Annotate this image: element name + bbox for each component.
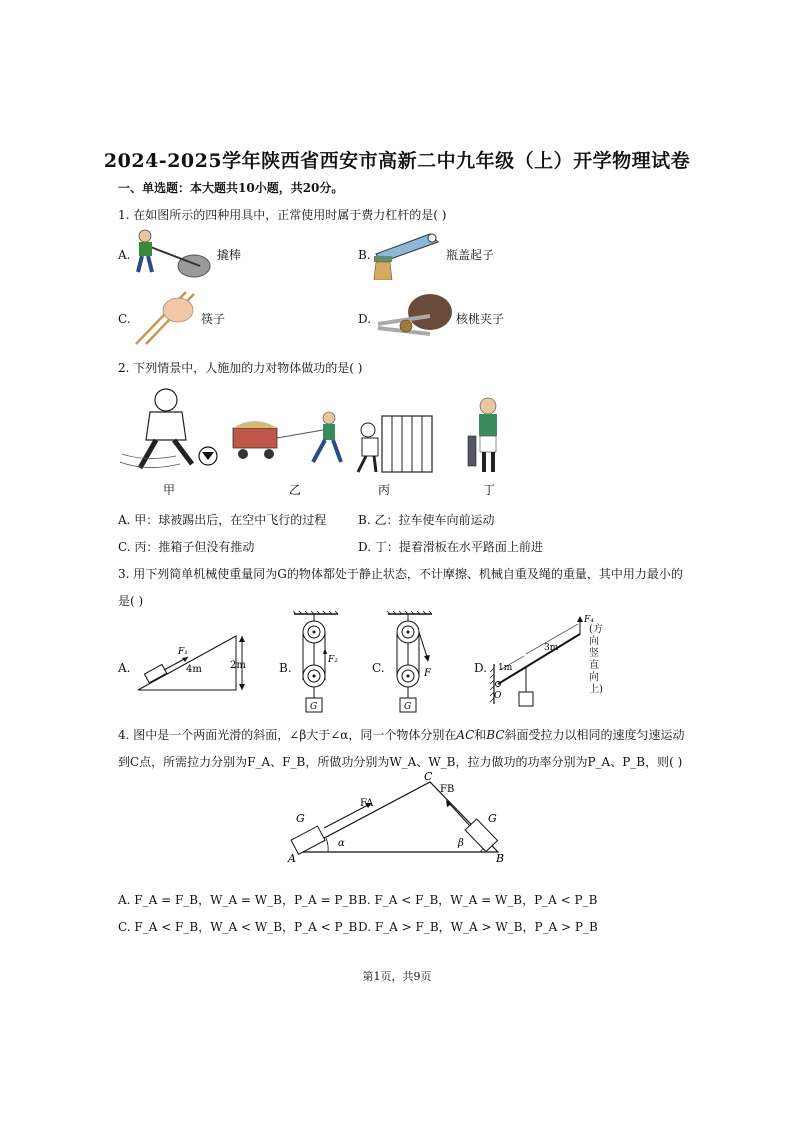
crowbar-image [128, 226, 214, 278]
q3-d-long-label: 3m [544, 643, 559, 653]
q3-stem-line1: 3. 用下列简单机械使重量同为G的物体都处于静止状态，不计摩擦、机械自重及绳的重量，其中用力最小的 [118, 567, 683, 581]
q3-c-weight-label: G [404, 702, 412, 712]
q3-incline-figure [134, 632, 260, 696]
q2-figure-label-bing: 丙 [378, 483, 391, 497]
page-title: 2024-2025学年陕西省西安市高新二中九年级（上）开学物理试卷 [103, 150, 691, 172]
q3-lever-d-figure [486, 614, 602, 714]
q3-letter-d: D. [474, 661, 488, 675]
q2-figure-label-ding: 丁 [483, 483, 496, 497]
q4-fig-fa: FA [360, 798, 374, 809]
q1-option-c-label: 筷子 [201, 312, 226, 326]
q2-option-a: A. 甲：球被踢出后，在空中飞行的过程 [118, 513, 327, 527]
q3-a-slope-label: 4m [186, 664, 202, 675]
q1-option-a-letter: A. [118, 248, 131, 262]
q3-d-pivot-label: O [494, 691, 502, 701]
q3-d-force-label: F₄ [584, 615, 594, 625]
q1-stem: 1. 在如图所示的四种用具中，正常使用时属于费力杠杆的是( ) [118, 208, 447, 222]
q2-option-b: B. 乙：拉车使车向前运动 [358, 513, 495, 527]
q4-line1-mid: 和 [474, 728, 487, 742]
kicking-ball-image [116, 384, 226, 476]
q3-b-force-label: F₂ [328, 655, 338, 665]
q3-pulley-b-figure [292, 610, 342, 720]
q4-fig-g-left: G [296, 812, 305, 825]
q2-option-d: D. 丁：提着滑板在水平路面上前进 [358, 540, 543, 554]
q2-figure-label-jia: 甲 [163, 483, 176, 497]
carrying-skateboard-image [466, 396, 508, 476]
q4-line1-bc: BC [486, 728, 505, 742]
q1-option-c-letter: C. [118, 312, 131, 326]
q4-line2: 到C点，所需拉力分别为F_A、F_B，所做功分别为W_A、W_B，拉力做功的功率分别为P_A、P_B，则( ) [118, 755, 683, 769]
q4-fig-a: A [288, 852, 296, 865]
q4-fig-beta: β [458, 838, 464, 849]
q1-option-a-label: 撬棒 [217, 248, 242, 262]
q4-fig-alpha: α [338, 838, 345, 849]
q4-option-d: D. F_A > F_B，W_A > W_B，P_A > P_B [358, 920, 598, 934]
q4-fig-fb: FB [440, 784, 455, 795]
page-number: 第1页，共9页 [362, 970, 432, 983]
q3-letter-b: B. [279, 661, 292, 675]
q4-fig-c: C [424, 770, 433, 783]
q3-c-force-label: F [424, 668, 431, 679]
pushing-box-image [354, 412, 436, 474]
q1-option-b-letter: B. [358, 248, 371, 262]
q4-fig-b: B [496, 852, 505, 865]
q3-a-force-label: F₁ [178, 647, 188, 657]
q3-pulley-c-figure [386, 610, 436, 720]
q4-line1 [118, 727, 685, 743]
q3-b-weight-label: G [310, 702, 318, 712]
q4-fig-g-right: G [488, 812, 497, 825]
q4-line1-ac: AC [456, 728, 475, 742]
q3-letter-a: A. [118, 661, 131, 675]
q3-letter-c: C. [372, 661, 385, 675]
bottle-opener-image [368, 226, 444, 280]
q3-d-note: (方向竖直向上) [589, 624, 603, 695]
section-heading: 一、单选题：本大题共10小题，共20分。 [118, 181, 344, 195]
q4-option-b: B. F_A < F_B，W_A = W_B，P_A < P_B [358, 893, 598, 907]
q1-option-b-label: 瓶盖起子 [446, 248, 495, 262]
q3-stem-line2: 是( ) [118, 594, 144, 608]
q4-line1-prefix: 4. 图中是一个两面光滑的斜面，∠β大于∠α，同一个物体分别在 [118, 728, 457, 742]
q4-option-a: A. F_A = F_B，W_A = W_B，P_A = P_B [118, 893, 358, 907]
q1-option-d-letter: D. [358, 312, 372, 326]
q4-line1-suffix: 斜面受拉力以相同的速度匀速运动 [504, 728, 685, 742]
pulling-cart-image [231, 410, 349, 468]
q3-d-short-label: 1m [498, 663, 513, 673]
q2-figure-label-yi: 乙 [289, 483, 302, 497]
q2-stem: 2. 下列情景中，人施加的力对物体做功的是( ) [118, 361, 363, 375]
chopsticks-image [132, 288, 200, 346]
q4-triangle-figure [284, 770, 516, 866]
q4-option-c: C. F_A < F_B，W_A < W_B，P_A < P_B [118, 920, 358, 934]
q1-option-d-label: 核桃夹子 [456, 312, 505, 326]
q3-a-height-label: 2m [230, 660, 246, 671]
q2-option-c: C. 丙：推箱子但没有推动 [118, 540, 255, 554]
nutcracker-image [372, 290, 454, 346]
